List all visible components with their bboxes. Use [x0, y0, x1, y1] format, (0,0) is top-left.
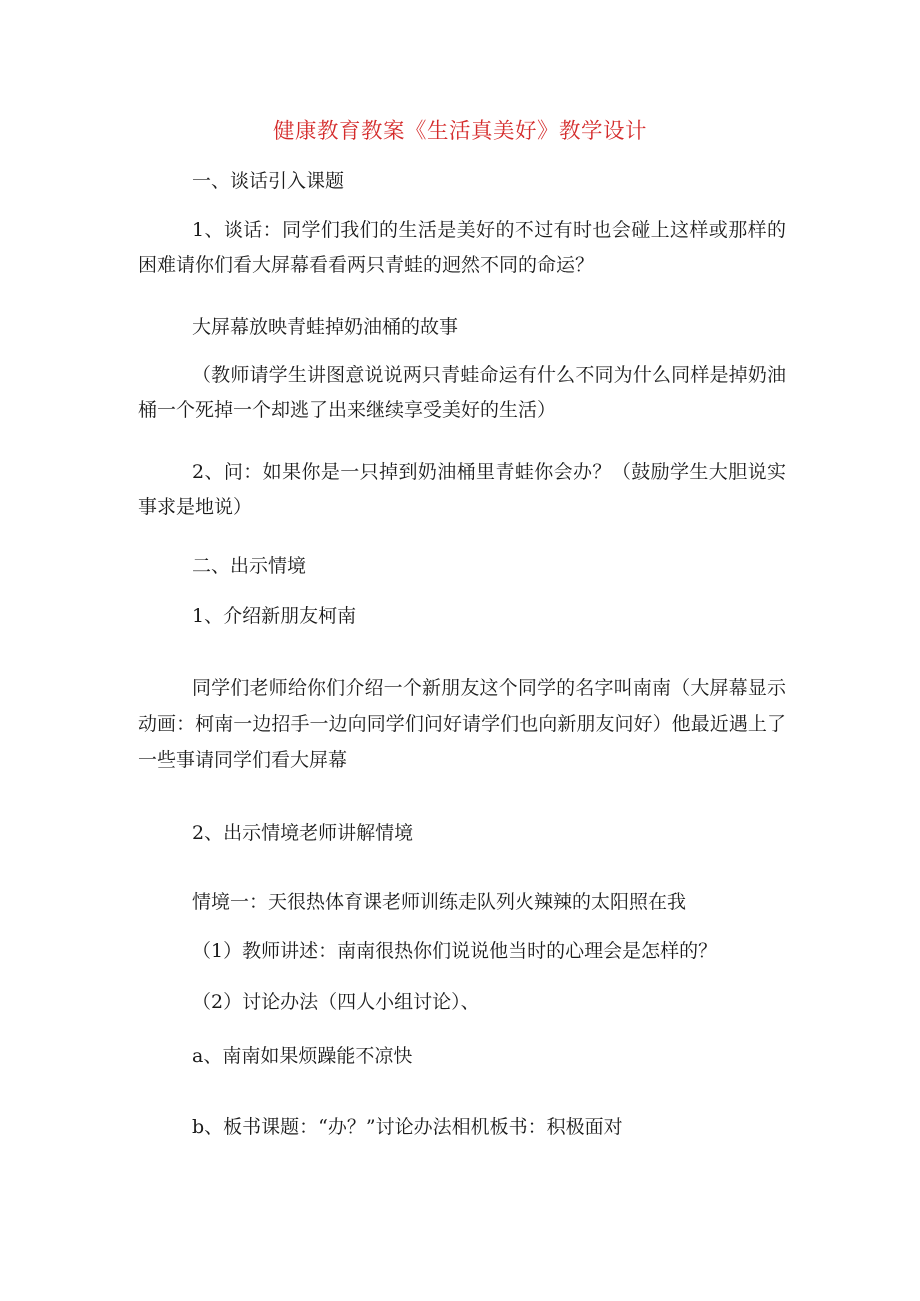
paragraph-question: 2、问：如果你是一只掉到奶油桶里青蛙你会办？（鼓励学生大胆说实事求是地说）	[138, 461, 786, 518]
paragraph-item-2: （2）讨论办法（四人小组讨论）、	[192, 991, 480, 1013]
paragraph-friend-detail: 同学们老师给你们介绍一个新朋友这个同学的名字叫南南（大屏幕显示动画：柯南一边招手一边向同学们问好请学们也向新朋友问好）他最近遇上了一些事请同学们看大屏幕	[138, 677, 786, 771]
section-heading-intro: 一、谈话引入课题	[192, 170, 345, 192]
paragraph-introduce-friend: 1、介绍新朋友柯南	[192, 605, 357, 627]
paragraph-item-a: a、南南如果烦躁能不凉快	[192, 1045, 413, 1067]
paragraph-item-b: b、板书课题：“办？”讨论办法相机板书：积极面对	[192, 1116, 623, 1138]
paragraph-talk: 1、谈话：同学们我们的生活是美好的不过有时也会碰上这样或那样的困难请你们看大屏幕看看两只青蛙的迥然不同的命运？	[138, 219, 786, 276]
document-title: 健康教育教案《生活真美好》教学设计	[272, 119, 647, 144]
paragraph-show-situation: 2、出示情境老师讲解情境	[192, 822, 414, 844]
paragraph-situation-one: 情境一：天很热体育课老师训练走队列火辣辣的太阳照在我	[192, 891, 687, 913]
paragraph-screen-story: 大屏幕放映青蛙掉奶油桶的故事	[192, 316, 459, 338]
paragraph-item-1: （1）教师讲述：南南很热你们说说他当时的心理会是怎样的？	[192, 940, 718, 962]
section-heading-situation: 二、出示情境	[192, 555, 307, 577]
paragraph-teacher-note: （教师请学生讲图意说说两只青蛙命运有什么不同为什么同样是掉奶油桶一个死掉一个却逃了出来继续享受美好的生活）	[138, 364, 786, 421]
